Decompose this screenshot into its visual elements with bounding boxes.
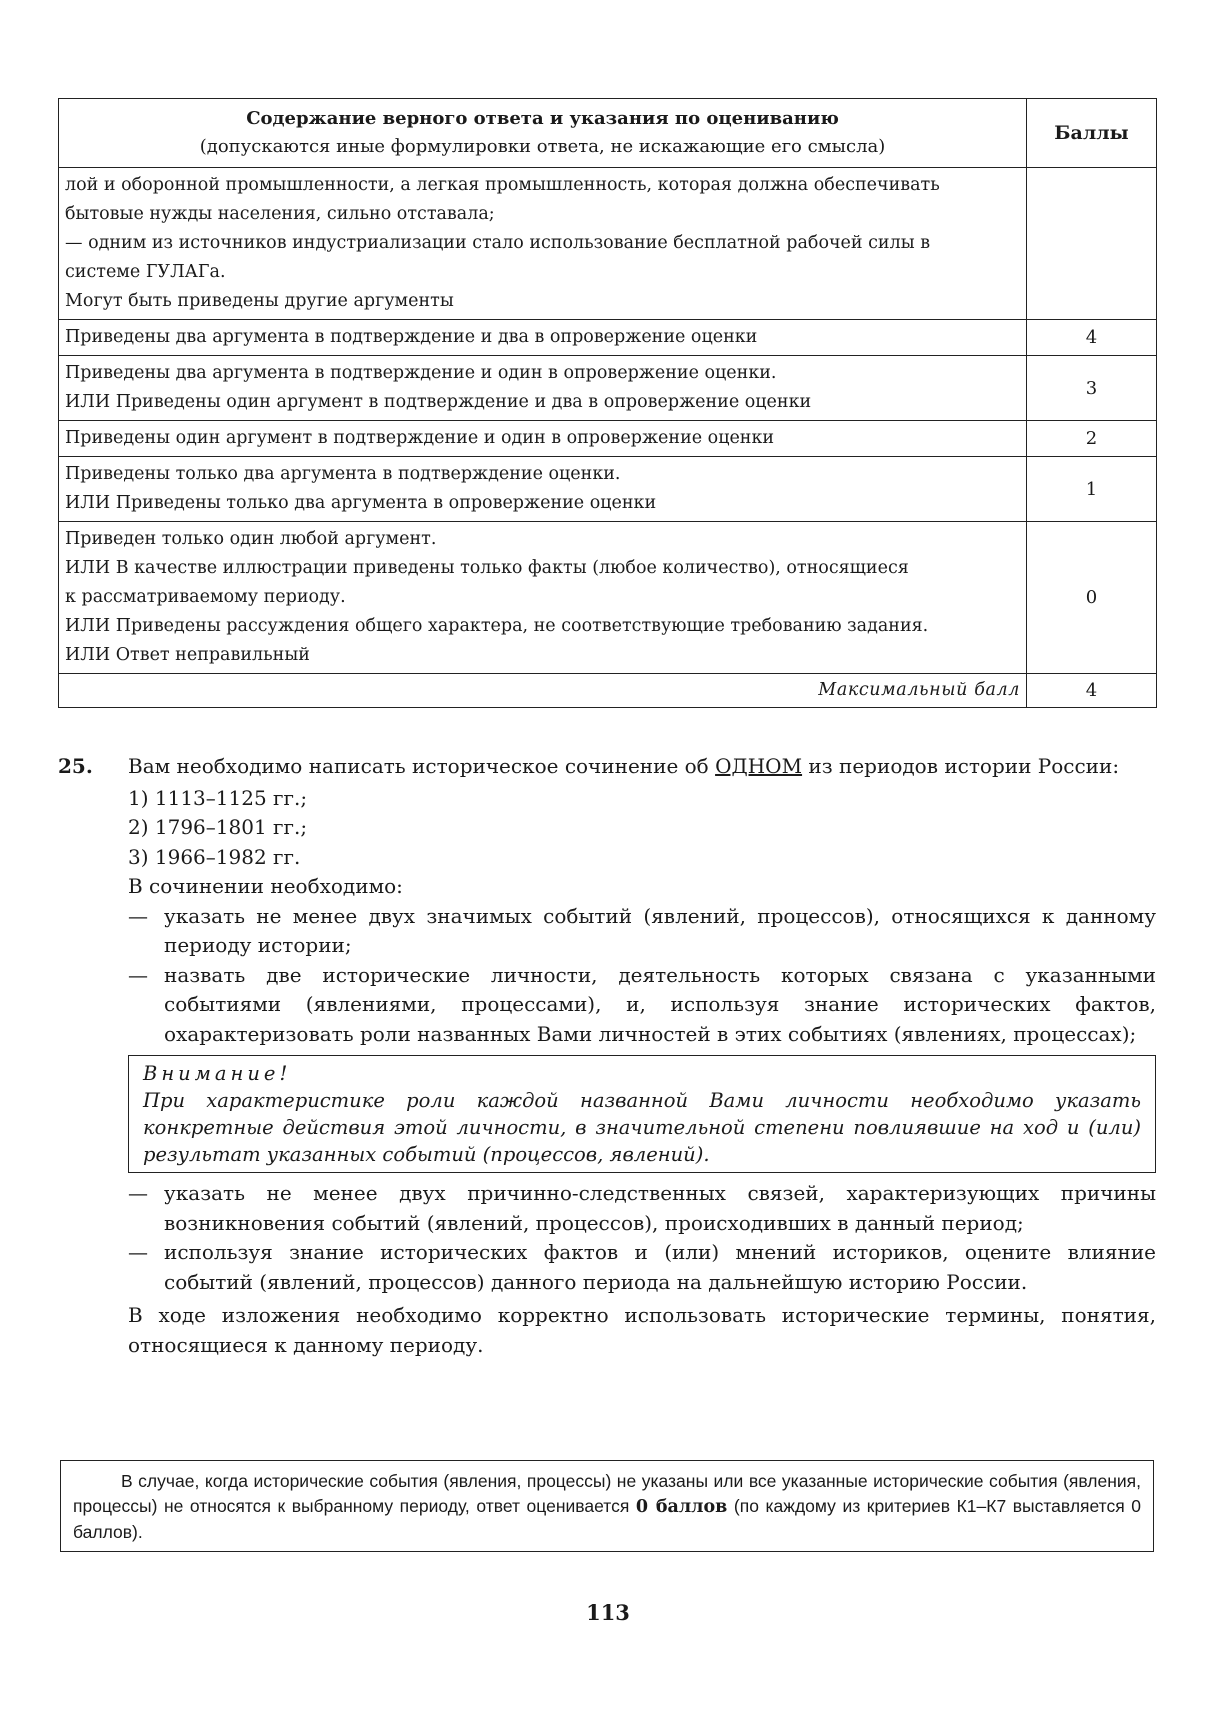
points-cell: 4 (1027, 320, 1157, 356)
table-row-max (59, 674, 1157, 708)
table-row (59, 457, 1157, 522)
header-points: Баллы (1027, 99, 1157, 168)
note-text: В случае, когда исторические события (явления, процессы) не указаны или все указанные исторические события (явления, процессы) не относятся к выбранному периоду, ответ оценивается (73, 1471, 1141, 1516)
requirements-list-b (128, 1179, 1156, 1297)
note-bold: 0 баллов (635, 1497, 728, 1517)
criteria-line: Приведены два аргумента в подтверждение и два в опровержение оценки (65, 327, 758, 347)
task-intro (128, 752, 1156, 782)
continued-criteria (59, 168, 1027, 320)
attention-title: Внимание! (143, 1062, 292, 1085)
requirements-list-a (128, 902, 1156, 1050)
attention-text: При характеристике роли каждой названной Вами личности необходимо указать конкретные действия этой личности, в значительной степени повлиявшие на ход и (или) результат указанных событий (процессов, явлений). (143, 1089, 1141, 1166)
page-number: 113 (586, 1600, 630, 1625)
task-number: 25. (58, 754, 93, 778)
dash-marker: — (128, 903, 148, 928)
criteria-line: ИЛИ Ответ неправильный (65, 645, 310, 665)
header-main: Содержание верного ответа и указания по оцениванию (246, 108, 839, 129)
task-25 (58, 752, 1156, 1360)
requirement-text: указать не менее двух причинно-следственных связей, характеризующих причины возникновения событий (явлений, процессов), происходивших в данный период; (164, 1181, 1156, 1235)
header-content (59, 99, 1027, 168)
points-cell: 2 (1027, 421, 1157, 457)
criteria-cell (59, 522, 1027, 674)
scoring-note-box (60, 1460, 1154, 1552)
period-item: 2) 1796–1801 гг.; (128, 815, 308, 839)
requirement-item (128, 902, 1156, 961)
dash-marker: — (128, 1240, 148, 1264)
max-score-label: Максимальный балл (59, 674, 1027, 708)
table-row (59, 320, 1157, 356)
closing-paragraph: В ходе изложения необходимо корректно использовать исторические термины, понятия, относящиеся к данному периоду. (128, 1303, 1156, 1357)
criteria-line: Приведен только один любой аргумент. (65, 529, 437, 549)
criteria-line: к рассматриваемому периоду. (65, 587, 346, 607)
points-cell: 3 (1027, 356, 1157, 421)
criteria-cell (59, 457, 1027, 522)
table-row (59, 421, 1157, 457)
criteria-line: Приведены один аргумент в подтверждение и один в опровержение оценки (65, 428, 775, 448)
requirement-text: назвать две исторические личности, деятельность которых связана с указанными событиями (явлениями, процессами), и, используя знание исторических фактов, охарактеризовать роли названных Вами личностей в этих событиях (явлениях, процессах); (164, 962, 1156, 1046)
dash-marker: — (128, 962, 148, 987)
note-text-end: (по каждому из критериев К1–К7 выставляется 0 баллов). (73, 1496, 1141, 1542)
table-row (59, 522, 1157, 674)
requirement-item (128, 961, 1156, 1050)
period-list (128, 784, 1156, 873)
criteria-line: ИЛИ Приведены только два аргумента в опровержение оценки (65, 493, 657, 513)
points-cell: 1 (1027, 457, 1157, 522)
table-row-continued (59, 168, 1157, 320)
period-item: 3) 1966–1982 гг. (128, 844, 301, 869)
requirement-item (128, 1238, 1156, 1297)
header-sub: (допускаются иные формулировки ответа, не искажающие его смысла) (199, 136, 886, 157)
criteria-line: Приведены два аргумента в подтверждение и один в опровержение оценки. (65, 363, 777, 383)
attention-box (128, 1055, 1156, 1173)
points-cell: 0 (1027, 522, 1157, 674)
criteria-line: ИЛИ Приведены один аргумент в подтверждение и два в опровержение оценки (65, 392, 812, 412)
criteria-line: — одним из источников индустриализации стало использование бесплатной рабочей силы в (65, 233, 931, 253)
requirement-text: указать не менее двух значимых событий (явлений, процессов), относящихся к данному периоду истории; (164, 903, 1156, 957)
max-score-value: 4 (1027, 674, 1157, 708)
table-header-row (59, 99, 1157, 168)
requirement-item (128, 1179, 1156, 1238)
dash-marker: — (128, 1181, 148, 1205)
requirement-text: используя знание исторических фактов и (или) мнений историков, оцените влияние событий (явлений, процессов) данного периода на дальнейшую историю России. (164, 1240, 1156, 1294)
criteria-line: Приведены только два аргумента в подтверждение оценки. (65, 464, 621, 484)
scoring-table (58, 98, 1157, 708)
criteria-cell (59, 356, 1027, 421)
intro-text-end: из периодов истории России: (802, 754, 1120, 778)
points-cell-empty (1027, 168, 1157, 320)
period-item: 1) 1113–1125 гг.; (128, 785, 308, 810)
criteria-line: системе ГУЛАГа. (65, 262, 226, 282)
requirements-title: В сочинении необходимо: (128, 874, 403, 898)
criteria-line: ИЛИ Приведены рассуждения общего характера, не соответствующие требованию задания. (65, 616, 929, 636)
intro-underlined: ОДНОМ (715, 754, 803, 778)
criteria-line: лой и оборонной промышленности, а легкая промышленность, которая должна обеспечивать (65, 175, 940, 195)
criteria-cell (59, 421, 1027, 457)
task-body (128, 752, 1156, 1360)
intro-text: Вам необходимо написать историческое сочинение об (128, 754, 716, 778)
criteria-line: ИЛИ В качестве иллюстрации приведены только факты (любое количество), относящиеся (65, 558, 909, 578)
criteria-line: Могут быть приведены другие аргументы (65, 291, 454, 311)
criteria-line: бытовые нужды населения, сильно отставала; (65, 204, 495, 224)
table-row (59, 356, 1157, 421)
criteria-cell (59, 320, 1027, 356)
